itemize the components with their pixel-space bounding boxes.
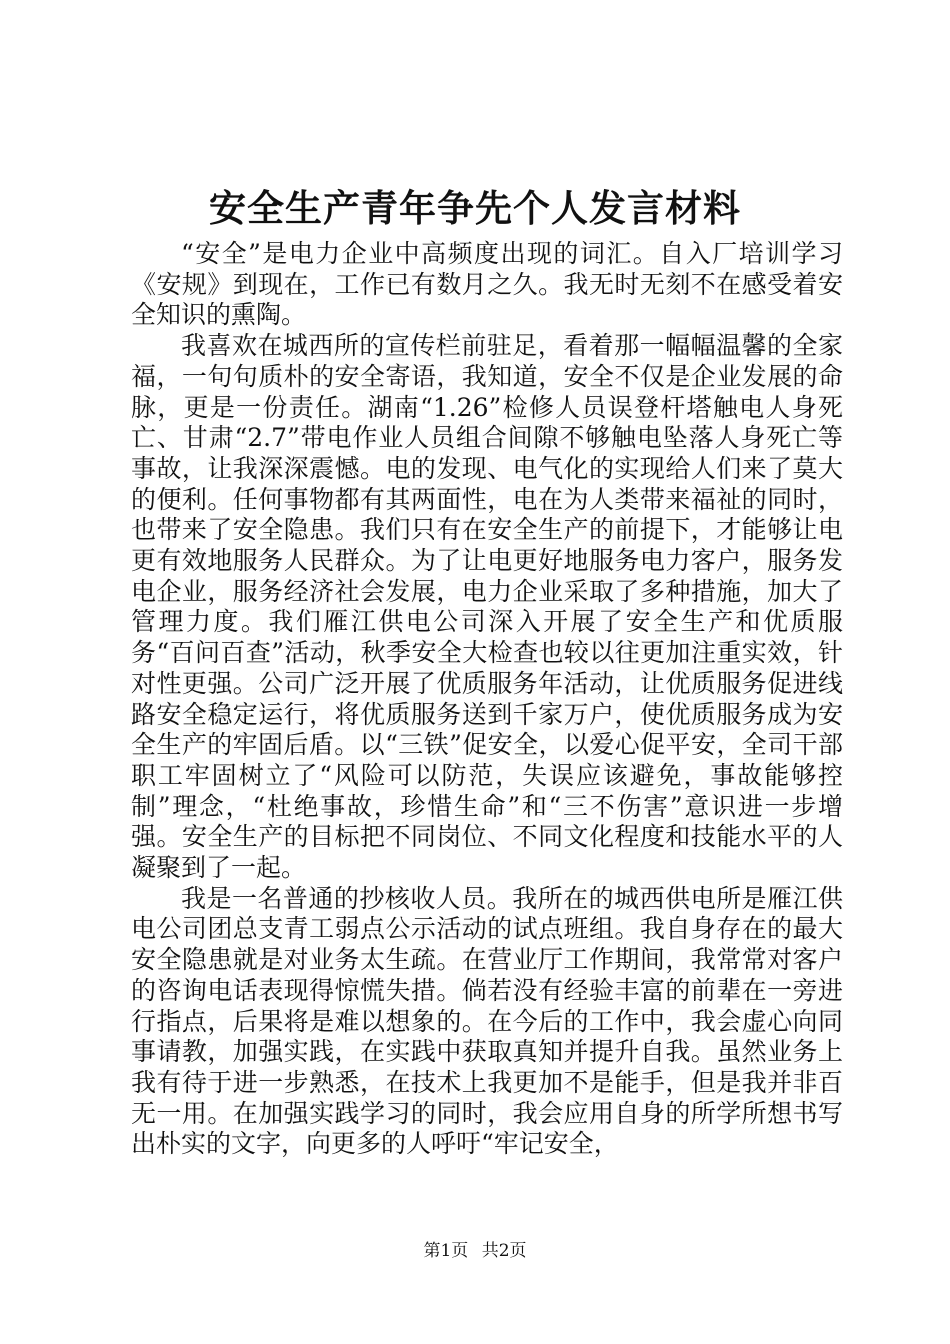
paragraph-2: 我喜欢在城西所的宣传栏前驻足，看着那一幅幅温馨的全家福，一句句质朴的安全寄语，我知道，安全不仅是企业发展的命脉，更是一份责任。湖南“1.26”检修人员误登杆塔触电人身死亡、甘肃“2.7”带电作业人员组合间隙不够触电坠落人身死亡等事故，让我深深震憾。电的发现、电气化的实现给人们来了莫大的便利。任何事物都有其两面性，电在为人类带来福祉的同时，也带来了安全隐患。我们只有在安全生产的前提下，才能够让电更有效地服务人民群众。为了让电更好地服务电力客户，服务发电企业，服务经济社会发展，电力企业采取了多种措施，加大了管理力度。我们雁江供电公司深入开展了安全生产和优质服务“百问百查”活动，秋季安全大检查也较以往更加注重实效，针对性更强。公司广泛开展了优质服务年活动，让优质服务促进线路安全稳定运行，将优质服务送到千家万户，使优质服务成为安全生产的牢固后盾。以“三铁”促安全，以爱心促平安，全司干部职工牢固树立了“风险可以防范，失误应该避免，事故能够控制”理念，“杜绝事故，珍惜生命”和“三不伤害”意识进一步增强。安全生产的目标把不同岗位、不同文化程度和技能水平的人凝聚到了一起。 [131,331,843,883]
paragraph-1: “安全”是电力企业中高频度出现的词汇。自入厂培训学习《安规》到现在，工作已有数月之久。我无时无刻不在感受着安全知识的熏陶。 [131,239,843,330]
document-body [131,239,843,1160]
page-footer [0,1239,950,1263]
paragraph-3: 我是一名普通的抄核收人员。我所在的城西供电所是雁江供电公司团总支青工弱点公示活动的试点班组。我自身存在的最大安全隐患就是对业务太生疏。在营业厅工作期间，我常常对客户的咨询电话表现得惊慌失措。倘若没有经验丰富的前辈在一旁进行指点，后果将是难以想象的。在今后的工作中，我会虚心向同事请教，加强实践，在实践中获取真知并提升自我。虽然业务上我有待于进一步熟悉，在技术上我更加不是能手，但是我并非百无一用。在加强实践学习的同时，我会应用自身的所学所想书写出朴实的文字，向更多的人呼吁“牢记安全， [131,883,843,1159]
document-title: 安全生产青年争先个人发言材料 [209,186,741,230]
page-total: 共2页 [481,1241,527,1261]
page-number: 第1页 [423,1241,469,1261]
